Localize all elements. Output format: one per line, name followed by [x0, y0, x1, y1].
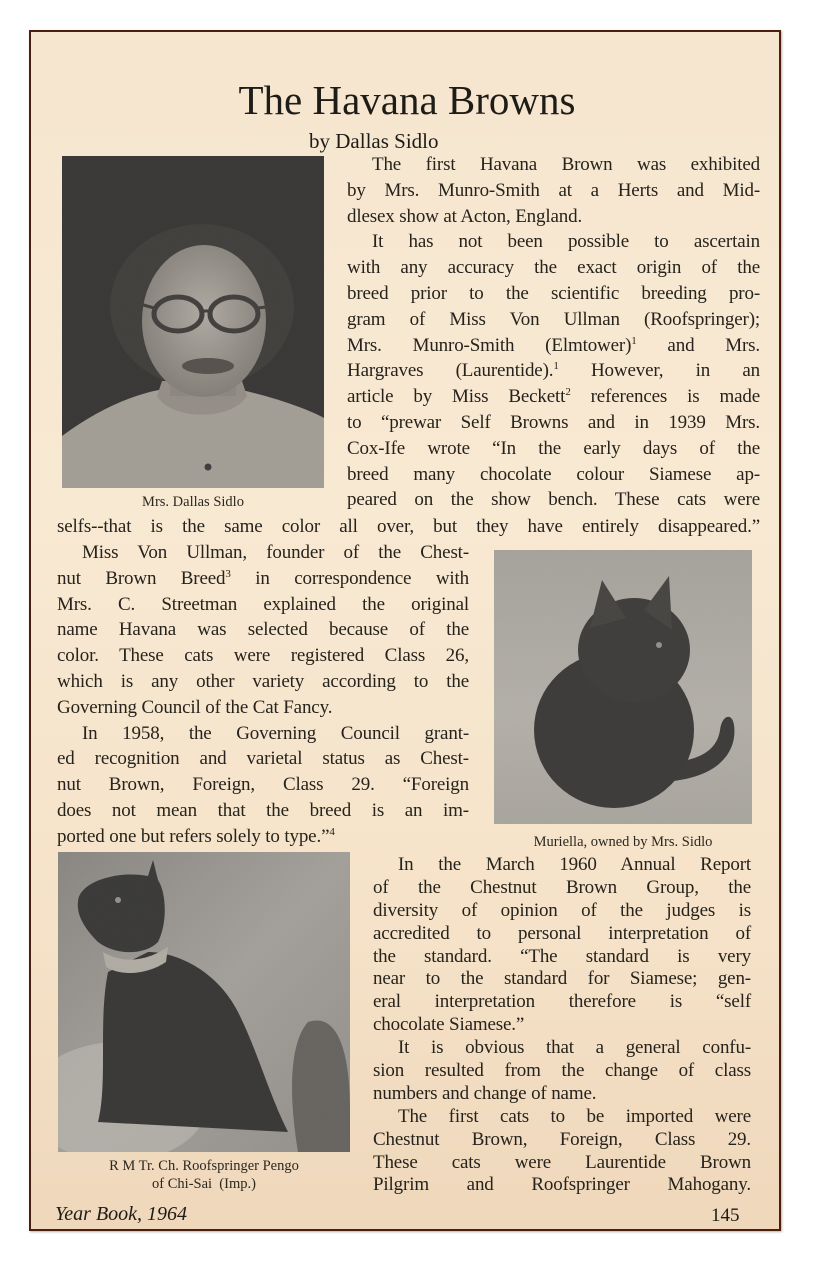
cat-sitting-image — [58, 852, 350, 1152]
cat-crouching-image — [494, 550, 752, 824]
body-line: nut Brown, Foreign, Class 29. “Foreign — [57, 774, 469, 796]
article-title: The Havana Browns — [238, 77, 576, 123]
body-line: selfs--that is the same color all over, but they have entirely disappeared.” — [57, 516, 760, 537]
cat-crouching-caption: Muriella, owned by Mrs. Sidlo — [533, 834, 713, 850]
body-line — [347, 333, 760, 359]
body-line: the standard. “The standard is very — [373, 945, 751, 967]
body-line — [57, 566, 469, 592]
body-line: near to the standard for Siamese; gen- — [373, 968, 751, 990]
body-text: ported one but refers solely to type.” — [57, 825, 330, 847]
body-line: of the Chestnut Brown Group, the — [373, 876, 751, 898]
body-line: name Havana was selected because of the — [57, 619, 469, 641]
body-line: Cox-Ife wrote “In the early days of the — [347, 437, 760, 459]
cat-sitting-caption-line2: of Chi-Sai (Imp.) — [152, 1176, 256, 1192]
body-line: sion resulted from the change of class — [373, 1060, 751, 1082]
body-line: peared on the show bench. These cats were — [347, 489, 760, 511]
body-line: In 1958, the Governing Council grant- — [82, 722, 469, 744]
body-line: The first Havana Brown was exhibited — [372, 154, 760, 175]
body-line: Miss Von Ullman, founder of the Chest- — [82, 542, 469, 563]
body-line — [347, 358, 760, 384]
body-line: numbers and change of name. — [373, 1082, 597, 1104]
body-right-column-top — [347, 152, 760, 513]
body-line: Mrs. C. Streetman explained the original — [57, 593, 469, 615]
body-line: chocolate Siamese.” — [373, 1014, 525, 1036]
portrait-caption: Mrs. Dallas Sidlo — [142, 494, 244, 510]
body-line: with any accuracy the exact origin of the — [347, 257, 760, 279]
page-number: 145 — [711, 1205, 740, 1226]
body-line: It has not been possible to ascertain — [372, 231, 760, 253]
footnote-ref: 4 — [329, 825, 335, 838]
body-line: ed recognition and varietal status as Chest- — [57, 748, 469, 770]
footnote-ref: 3 — [225, 567, 231, 580]
body-line: Pilgrim and Roofspringer Mahogany. — [373, 1174, 751, 1196]
cat-sitting-caption-line1: R M Tr. Ch. Roofspringer Pengo — [109, 1158, 299, 1174]
body-text: However, in an — [558, 360, 760, 382]
body-line: diversity of opinion of the judges is — [373, 899, 751, 921]
body-left-column-mid — [57, 540, 469, 850]
body-text: Hargraves (Laurentide). — [347, 360, 554, 382]
cat-crouching-photo — [494, 550, 752, 824]
body-line: Chestnut Brown, Foreign, Class 29. — [373, 1128, 751, 1150]
cat-sitting-photo — [58, 852, 350, 1152]
body-line: color. These cats were registered Class 26, — [57, 645, 469, 667]
body-line: accredited to personal interpretation of — [373, 922, 751, 944]
article-byline: by Dallas Sidlo — [309, 129, 439, 153]
cat-sitting-caption — [58, 1157, 350, 1193]
body-line: Governing Council of the Cat Fancy. — [57, 696, 333, 718]
footnote-ref: 1 — [553, 360, 559, 373]
body-line — [347, 384, 760, 410]
book-page — [29, 30, 781, 1231]
body-line: gram of Miss Von Ullman (Roofspringer); — [347, 308, 760, 330]
body-line: breed prior to the scientific breeding pro- — [347, 282, 760, 304]
portrait-image — [62, 156, 324, 488]
body-line: eral interpretation therefore is “self — [373, 991, 751, 1013]
publication-footer: Year Book, 1964 — [55, 1203, 188, 1225]
body-text: in correspondence with — [230, 567, 469, 589]
body-line: which is any other variety according to the — [57, 670, 469, 692]
footnote-ref: 1 — [631, 334, 637, 347]
body-line: to “prewar Self Browns and in 1939 Mrs. — [347, 411, 760, 433]
footnote-ref: 2 — [565, 386, 571, 399]
body-line: by Mrs. Munro-Smith at a Herts and Mid- — [347, 179, 760, 201]
body-line: In the March 1960 Annual Report — [398, 854, 751, 875]
body-line: These cats were Laurentide Brown — [373, 1151, 751, 1173]
body-line: dlesex show at Acton, England. — [347, 205, 583, 227]
body-text: article by Miss Beckett — [347, 386, 566, 408]
body-line: It is obvious that a general confu- — [398, 1037, 751, 1059]
body-text: and Mrs. — [636, 334, 760, 356]
body-line: does not mean that the breed is an im- — [57, 799, 469, 821]
body-line: breed many chocolate colour Siamese ap- — [347, 463, 760, 485]
portrait-photo — [62, 156, 324, 488]
body-full-width — [57, 514, 760, 540]
body-text: Mrs. Munro-Smith (Elmtower) — [347, 334, 632, 356]
body-text: references is made — [570, 386, 760, 408]
body-line: The first cats to be imported were — [398, 1105, 751, 1127]
body-line — [57, 824, 469, 850]
body-text: nut Brown Breed — [57, 567, 226, 589]
body-right-column-bottom — [373, 854, 751, 1197]
